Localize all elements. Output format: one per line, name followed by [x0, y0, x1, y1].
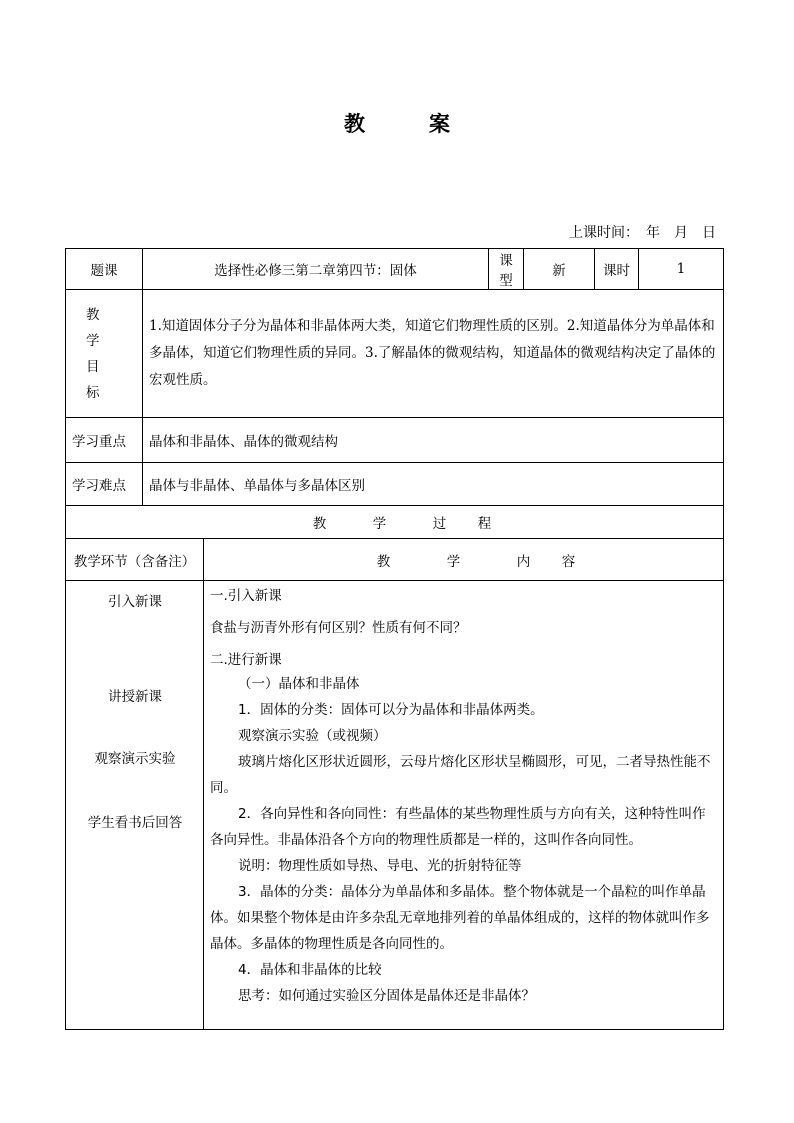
- sub-header-row: [66, 539, 724, 581]
- content-header-char-3: 内: [516, 553, 531, 570]
- content-column-header: [204, 539, 724, 581]
- class-time: 上课时间： 年 月 日: [569, 225, 716, 241]
- content-subsection: （一）晶体和非晶体: [238, 676, 360, 692]
- document-title: [0, 108, 794, 138]
- stage-intro: 引入新课: [108, 594, 162, 610]
- content-point-4: 4．晶体和非晶体的比较: [238, 962, 382, 978]
- goals-label-char-4: 标: [86, 384, 100, 401]
- goals-text: 1.知道固体分子分为晶体和非晶体两大类，知道它们物理性质的区别。2.知道晶体分为单晶体和多晶体，知道它们物理性质的异同。3.了解晶体的微观结构，知道晶体的微观结构决定了晶体的宏观性质。: [143, 290, 724, 418]
- content-point-1: 1．固体的分类：固体可以分为晶体和非晶体两类。: [238, 702, 544, 718]
- process-char-1: 教: [312, 516, 327, 532]
- process-char-3: 过: [432, 516, 447, 532]
- title-char-2: 案: [429, 112, 450, 136]
- process-header: [66, 506, 724, 539]
- goals-label-char-3: 目: [86, 358, 100, 375]
- goals-row: [66, 290, 724, 418]
- key-points-label: 学习重点: [66, 418, 143, 463]
- process-char-4: 程: [477, 516, 492, 532]
- content-header-char-1: 教: [376, 553, 391, 570]
- process-header-row: [66, 506, 724, 539]
- hours-label: 课时: [595, 249, 639, 290]
- content-think: 思考：如何通过实验区分固体是晶体还是非晶体？: [238, 988, 535, 1004]
- content-demo-result: 玻璃片熔化区形状近圆形，云母片熔化区形状呈椭圆形，可见，二者导热性能不同。: [210, 754, 711, 796]
- topic-value: 选择性必修三第二章第四节：固体: [143, 249, 489, 290]
- goals-label-char-1: 教: [86, 306, 100, 323]
- goals-label: [66, 290, 143, 418]
- key-points-row: [66, 418, 724, 463]
- content-demo: 观察演示实验（或视频）: [238, 728, 387, 744]
- content-question: 食盐与沥青外形有何区别？性质有何不同？: [210, 620, 467, 636]
- hours-value: 1: [639, 249, 724, 290]
- difficulties-text: 晶体与非晶体、单晶体与多晶体区别: [143, 463, 724, 506]
- content-point-3: 3．晶体的分类：晶体分为单晶体和多晶体。整个物体就是一个晶粒的叫作单晶体。如果整个物体是由许多杂乱无章地排列着的单晶体组成的，这样的物体就叫作多晶体。多晶体的物理性质是各向同性的。: [210, 884, 710, 952]
- content-header-char-2: 学: [446, 553, 461, 570]
- key-points-text: 晶体和非晶体、晶体的微观结构: [143, 418, 724, 463]
- difficulties-label: 学习难点: [66, 463, 143, 506]
- content-note: 说明：物理性质如导热、导电、光的折射特征等: [238, 858, 522, 874]
- stage-column-header: 教学环节（含备注）: [66, 539, 204, 581]
- content-header-char-4: 容: [561, 553, 576, 570]
- topic-label: 题课: [66, 249, 143, 290]
- title-char-1: 教: [344, 112, 365, 136]
- goals-label-char-2: 学: [86, 332, 100, 349]
- body-row: [66, 581, 724, 1030]
- content-section-2: 二.进行新课: [210, 652, 282, 668]
- lesson-plan-table: [65, 248, 724, 1030]
- content-column: [204, 581, 724, 1030]
- stage-demo: 观察演示实验: [94, 751, 176, 767]
- type-value: 新: [524, 249, 595, 290]
- stage-column: [66, 581, 204, 1030]
- topic-row: [66, 249, 724, 290]
- type-label: 课型: [489, 249, 524, 290]
- stage-lecture: 讲授新课: [108, 689, 162, 705]
- process-char-2: 学: [372, 516, 387, 532]
- content-section-1: 一.引入新课: [210, 588, 282, 604]
- content-point-2: 2．各向异性和各向同性：有些晶体的某些物理性质与方向有关，这种特性叫作各向异性。非晶体沿各个方向的物理性质都是一样的，这叫作各向同性。: [210, 806, 706, 848]
- stage-answer: 学生看书后回答: [87, 815, 183, 831]
- difficulties-row: [66, 463, 724, 506]
